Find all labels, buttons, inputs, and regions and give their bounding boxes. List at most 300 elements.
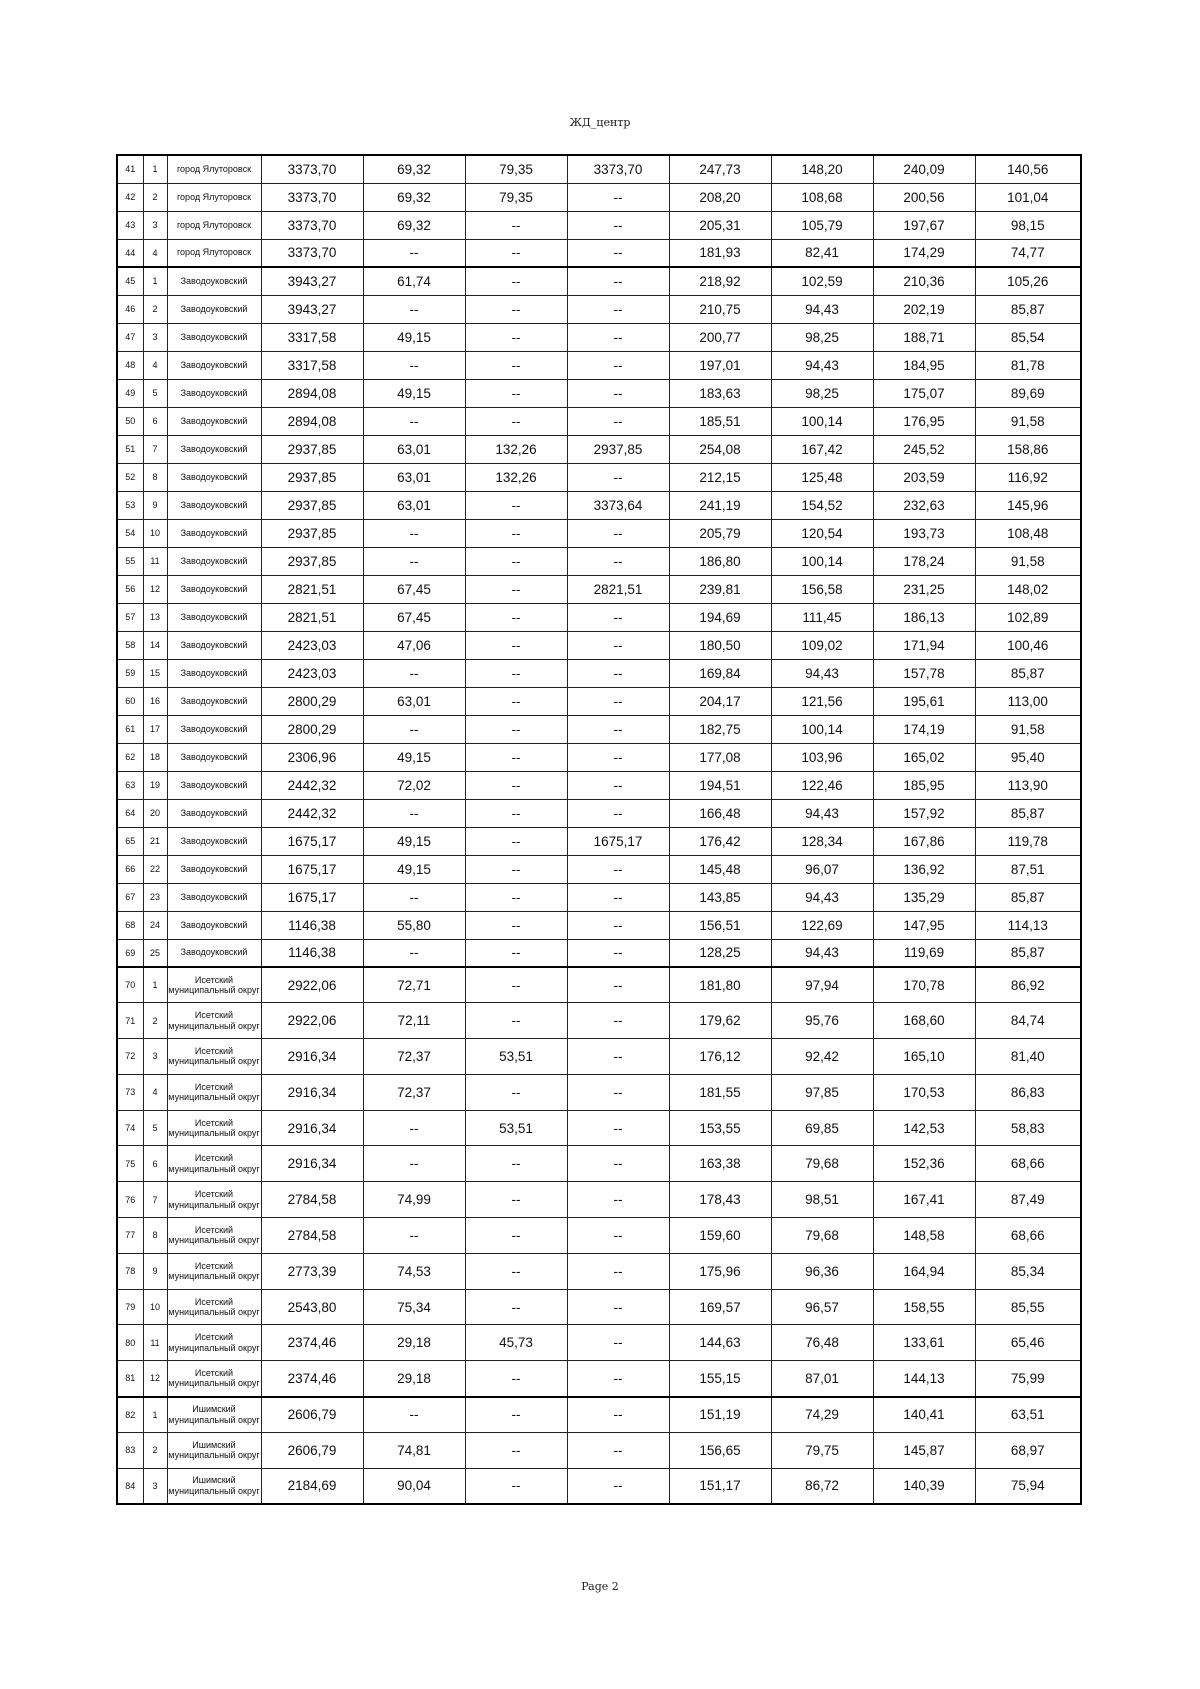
value-cell: 180,50 [669, 631, 771, 659]
value-cell: -- [567, 911, 669, 939]
value-cell: 254,08 [669, 435, 771, 463]
value-cell: 53,51 [465, 1110, 567, 1146]
table-row [117, 1110, 1081, 1146]
value-cell: 1146,38 [261, 911, 363, 939]
value-cell: 2916,34 [261, 1146, 363, 1182]
value-cell: -- [465, 1432, 567, 1468]
value-cell: -- [465, 1003, 567, 1039]
municipality-name: Заводоуковский [180, 779, 248, 790]
value-cell: 94,43 [771, 799, 873, 827]
value-cell: -- [465, 771, 567, 799]
value-cell: 2894,08 [261, 379, 363, 407]
group-index-cell: 6 [143, 1146, 167, 1182]
value-cell: -- [465, 939, 567, 967]
value-cell: 2894,08 [261, 407, 363, 435]
value-cell: 181,93 [669, 239, 771, 267]
group-index-cell: 9 [143, 491, 167, 519]
value-cell: 156,58 [771, 575, 873, 603]
row-number-cell: 63 [117, 771, 143, 799]
group-index-cell: 18 [143, 743, 167, 771]
table-row [117, 603, 1081, 631]
row-number-cell: 56 [117, 575, 143, 603]
value-cell: 247,73 [669, 155, 771, 183]
value-cell: 74,99 [363, 1182, 465, 1218]
value-cell: -- [465, 911, 567, 939]
group-index-cell: 4 [143, 351, 167, 379]
group-index-cell: 14 [143, 631, 167, 659]
value-cell: -- [465, 855, 567, 883]
value-cell: 2606,79 [261, 1432, 363, 1468]
municipality-name-cell [167, 1218, 261, 1254]
row-number-cell: 46 [117, 295, 143, 323]
value-cell: -- [465, 687, 567, 715]
value-cell: -- [465, 631, 567, 659]
value-cell: 55,80 [363, 911, 465, 939]
municipality-name-cell [167, 799, 261, 827]
value-cell: 159,60 [669, 1218, 771, 1254]
value-cell: -- [363, 519, 465, 547]
table-row [117, 267, 1081, 295]
value-cell: 174,19 [873, 715, 975, 743]
value-cell: 165,02 [873, 743, 975, 771]
value-cell: -- [465, 1182, 567, 1218]
value-cell: 72,02 [363, 771, 465, 799]
value-cell: 67,45 [363, 603, 465, 631]
value-cell: 86,72 [771, 1468, 873, 1504]
value-cell: 3373,70 [261, 211, 363, 239]
municipality-name-cell [167, 379, 261, 407]
value-cell: 72,37 [363, 1074, 465, 1110]
group-index-cell: 21 [143, 827, 167, 855]
municipality-name-cell [167, 1253, 261, 1289]
value-cell: -- [567, 1397, 669, 1433]
value-cell: 122,69 [771, 911, 873, 939]
value-cell: 145,96 [975, 491, 1081, 519]
value-cell: 1675,17 [261, 827, 363, 855]
value-cell: 108,48 [975, 519, 1081, 547]
municipality-name-cell [167, 295, 261, 323]
municipality-name: Заводоуковский [180, 863, 248, 874]
municipality-name: Заводоуковский [180, 555, 248, 566]
table-row [117, 1003, 1081, 1039]
row-number-cell: 70 [117, 967, 143, 1003]
value-cell: 200,56 [873, 183, 975, 211]
value-cell: 167,42 [771, 435, 873, 463]
municipality-name-cell [167, 519, 261, 547]
row-number-cell: 57 [117, 603, 143, 631]
row-number-cell: 72 [117, 1039, 143, 1075]
municipality-name-cell [167, 1146, 261, 1182]
value-cell: -- [363, 295, 465, 323]
value-cell: 63,51 [975, 1397, 1081, 1433]
municipality-name: Заводоуковский [180, 303, 248, 314]
value-cell: 204,17 [669, 687, 771, 715]
value-cell: 151,19 [669, 1397, 771, 1433]
value-cell: 184,95 [873, 351, 975, 379]
value-cell: -- [465, 659, 567, 687]
value-cell: 183,63 [669, 379, 771, 407]
municipality-name-cell [167, 211, 261, 239]
value-cell: 2423,03 [261, 631, 363, 659]
table-row [117, 631, 1081, 659]
value-cell: 94,43 [771, 295, 873, 323]
group-index-cell: 15 [143, 659, 167, 687]
table-row [117, 1182, 1081, 1218]
value-cell: 63,01 [363, 687, 465, 715]
municipality-name: город Ялуторовск [176, 191, 252, 202]
table-row [117, 295, 1081, 323]
table-row [117, 323, 1081, 351]
row-number-cell: 43 [117, 211, 143, 239]
municipality-name-cell [167, 407, 261, 435]
group-index-cell: 1 [143, 1397, 167, 1433]
value-cell: 240,09 [873, 155, 975, 183]
value-cell: 152,36 [873, 1146, 975, 1182]
value-cell: 2784,58 [261, 1182, 363, 1218]
table-row [117, 1468, 1081, 1504]
value-cell: 153,55 [669, 1110, 771, 1146]
municipality-name: Заводоуковский [180, 947, 248, 958]
value-cell: 3373,64 [567, 491, 669, 519]
municipality-name-cell [167, 743, 261, 771]
table-row [117, 407, 1081, 435]
value-cell: -- [363, 1146, 465, 1182]
value-cell: 81,78 [975, 351, 1081, 379]
value-cell: 2442,32 [261, 771, 363, 799]
value-cell: -- [567, 547, 669, 575]
value-cell: 63,01 [363, 435, 465, 463]
group-index-cell: 11 [143, 1325, 167, 1361]
value-cell: 87,01 [771, 1361, 873, 1397]
municipality-name: Исетский муниципальный округ [168, 1153, 260, 1174]
municipality-name-cell [167, 1468, 261, 1504]
value-cell: -- [567, 1110, 669, 1146]
row-number-cell: 75 [117, 1146, 143, 1182]
value-cell: 2184,69 [261, 1468, 363, 1504]
table-row [117, 1146, 1081, 1182]
value-cell: 45,73 [465, 1325, 567, 1361]
table-row [117, 967, 1081, 1003]
row-number-cell: 82 [117, 1397, 143, 1433]
row-number-cell: 59 [117, 659, 143, 687]
value-cell: 61,74 [363, 267, 465, 295]
value-cell: -- [567, 1432, 669, 1468]
value-cell: 91,58 [975, 547, 1081, 575]
row-number-cell: 68 [117, 911, 143, 939]
table-row [117, 239, 1081, 267]
value-cell: 158,86 [975, 435, 1081, 463]
value-cell: 85,55 [975, 1289, 1081, 1325]
value-cell: 49,15 [363, 379, 465, 407]
table-body [117, 155, 1081, 1504]
table-row [117, 715, 1081, 743]
value-cell: 140,39 [873, 1468, 975, 1504]
value-cell: 175,96 [669, 1253, 771, 1289]
municipality-name: Заводоуковский [180, 583, 248, 594]
municipality-name: Исетский муниципальный округ [168, 1081, 260, 1103]
row-number-cell: 74 [117, 1110, 143, 1146]
group-index-cell: 2 [143, 1003, 167, 1039]
value-cell: 91,58 [975, 407, 1081, 435]
value-cell: 2937,85 [567, 435, 669, 463]
value-cell: 67,45 [363, 575, 465, 603]
value-cell: 103,96 [771, 743, 873, 771]
municipality-name: Заводоуковский [180, 443, 248, 454]
value-cell: 188,71 [873, 323, 975, 351]
value-cell: 169,57 [669, 1289, 771, 1325]
municipality-name-cell [167, 463, 261, 491]
table-row [117, 351, 1081, 379]
municipality-name: Исетский муниципальный округ [168, 1045, 260, 1067]
value-cell: 81,40 [975, 1039, 1081, 1075]
value-cell: 185,95 [873, 771, 975, 799]
row-number-cell: 78 [117, 1253, 143, 1289]
value-cell: -- [363, 547, 465, 575]
row-number-cell: 81 [117, 1361, 143, 1397]
value-cell: -- [465, 491, 567, 519]
value-cell: -- [465, 519, 567, 547]
value-cell: 148,58 [873, 1218, 975, 1254]
row-number-cell: 67 [117, 883, 143, 911]
value-cell: 114,13 [975, 911, 1081, 939]
value-cell: 164,94 [873, 1253, 975, 1289]
municipality-name-cell [167, 1289, 261, 1325]
municipality-name: Заводоуковский [180, 471, 248, 482]
table-row [117, 1253, 1081, 1289]
value-cell: -- [465, 211, 567, 239]
value-cell: -- [567, 939, 669, 967]
group-index-cell: 12 [143, 1361, 167, 1397]
row-number-cell: 73 [117, 1074, 143, 1110]
value-cell: 133,61 [873, 1325, 975, 1361]
value-cell: 53,51 [465, 1039, 567, 1075]
value-cell: 186,80 [669, 547, 771, 575]
value-cell: 2937,85 [261, 435, 363, 463]
value-cell: 85,34 [975, 1253, 1081, 1289]
value-cell: -- [567, 771, 669, 799]
municipality-name: город Ялуторовск [176, 163, 252, 174]
municipality-name: Заводоуковский [180, 639, 248, 650]
value-cell: -- [363, 1397, 465, 1433]
value-cell: 194,51 [669, 771, 771, 799]
value-cell: 72,71 [363, 967, 465, 1003]
group-index-cell: 3 [143, 211, 167, 239]
municipality-name-cell [167, 155, 261, 183]
value-cell: 145,87 [873, 1432, 975, 1468]
value-cell: 2922,06 [261, 967, 363, 1003]
value-cell: 2606,79 [261, 1397, 363, 1433]
municipality-name-cell [167, 967, 261, 1003]
municipality-name-cell [167, 771, 261, 799]
value-cell: 195,61 [873, 687, 975, 715]
value-cell: 3317,58 [261, 323, 363, 351]
table-row [117, 155, 1081, 183]
value-cell: -- [465, 239, 567, 267]
row-number-cell: 47 [117, 323, 143, 351]
municipality-name: Ишимский муниципальный округ [168, 1475, 260, 1496]
value-cell: 90,04 [363, 1468, 465, 1504]
value-cell: 98,25 [771, 323, 873, 351]
value-cell: 2821,51 [261, 603, 363, 631]
row-number-cell: 45 [117, 267, 143, 295]
tariff-table [116, 154, 1082, 1505]
value-cell: 194,69 [669, 603, 771, 631]
value-cell: -- [567, 1074, 669, 1110]
value-cell: -- [465, 967, 567, 1003]
value-cell: 121,56 [771, 687, 873, 715]
value-cell: 2800,29 [261, 687, 363, 715]
value-cell: 63,01 [363, 491, 465, 519]
group-index-cell: 5 [143, 1110, 167, 1146]
value-cell: 178,24 [873, 547, 975, 575]
row-number-cell: 52 [117, 463, 143, 491]
value-cell: 245,52 [873, 435, 975, 463]
value-cell: -- [567, 883, 669, 911]
value-cell: 177,08 [669, 743, 771, 771]
value-cell: 1675,17 [261, 855, 363, 883]
value-cell: 68,97 [975, 1432, 1081, 1468]
row-number-cell: 48 [117, 351, 143, 379]
value-cell: 197,67 [873, 211, 975, 239]
value-cell: 200,77 [669, 323, 771, 351]
value-cell: -- [363, 1110, 465, 1146]
table-row [117, 519, 1081, 547]
municipality-name-cell [167, 883, 261, 911]
group-index-cell: 3 [143, 1468, 167, 1504]
value-cell: 113,90 [975, 771, 1081, 799]
row-number-cell: 41 [117, 155, 143, 183]
value-cell: -- [567, 211, 669, 239]
value-cell: -- [567, 659, 669, 687]
value-cell: 181,55 [669, 1074, 771, 1110]
value-cell: -- [567, 379, 669, 407]
value-cell: 100,14 [771, 715, 873, 743]
group-index-cell: 2 [143, 295, 167, 323]
value-cell: 2916,34 [261, 1110, 363, 1146]
value-cell: 145,48 [669, 855, 771, 883]
municipality-name-cell [167, 827, 261, 855]
table-row [117, 687, 1081, 715]
value-cell: 154,52 [771, 491, 873, 519]
value-cell: -- [567, 1182, 669, 1218]
group-index-cell: 10 [143, 519, 167, 547]
value-cell: -- [363, 239, 465, 267]
value-cell: -- [465, 575, 567, 603]
value-cell: 175,07 [873, 379, 975, 407]
value-cell: 136,92 [873, 855, 975, 883]
table-row [117, 743, 1081, 771]
value-cell: 69,32 [363, 183, 465, 211]
value-cell: 3373,70 [261, 183, 363, 211]
value-cell: -- [465, 295, 567, 323]
value-cell: 2821,51 [261, 575, 363, 603]
municipality-name-cell [167, 659, 261, 687]
table-row [117, 1397, 1081, 1433]
municipality-name: город Ялуторовск [176, 219, 252, 230]
table-row [117, 183, 1081, 211]
table-row [117, 547, 1081, 575]
value-cell: 1675,17 [261, 883, 363, 911]
value-cell: -- [567, 855, 669, 883]
value-cell: 105,79 [771, 211, 873, 239]
table-row [117, 883, 1081, 911]
table-row [117, 435, 1081, 463]
municipality-name-cell [167, 715, 261, 743]
group-index-cell: 5 [143, 379, 167, 407]
row-number-cell: 80 [117, 1325, 143, 1361]
row-number-cell: 44 [117, 239, 143, 267]
value-cell: -- [363, 1218, 465, 1254]
group-index-cell: 24 [143, 911, 167, 939]
municipality-name-cell [167, 631, 261, 659]
value-cell: 3373,70 [567, 155, 669, 183]
value-cell: 170,53 [873, 1074, 975, 1110]
value-cell: 49,15 [363, 855, 465, 883]
value-cell: 210,75 [669, 295, 771, 323]
value-cell: 58,83 [975, 1110, 1081, 1146]
row-number-cell: 42 [117, 183, 143, 211]
value-cell: 239,81 [669, 575, 771, 603]
value-cell: 2821,51 [567, 575, 669, 603]
group-index-cell: 2 [143, 1432, 167, 1468]
value-cell: -- [465, 1074, 567, 1110]
value-cell: 72,11 [363, 1003, 465, 1039]
table-row [117, 491, 1081, 519]
value-cell: 95,76 [771, 1003, 873, 1039]
value-cell: 105,26 [975, 267, 1081, 295]
value-cell: 140,41 [873, 1397, 975, 1433]
table-row [117, 939, 1081, 967]
value-cell: 98,15 [975, 211, 1081, 239]
municipality-name-cell [167, 267, 261, 295]
value-cell: 102,59 [771, 267, 873, 295]
municipality-name-cell [167, 1361, 261, 1397]
value-cell: 148,20 [771, 155, 873, 183]
group-index-cell: 8 [143, 1218, 167, 1254]
value-cell: 97,94 [771, 967, 873, 1003]
value-cell: 2937,85 [261, 519, 363, 547]
group-index-cell: 12 [143, 575, 167, 603]
value-cell: 72,37 [363, 1039, 465, 1075]
municipality-name: Заводоуковский [180, 919, 248, 930]
value-cell: 125,48 [771, 463, 873, 491]
value-cell: 232,63 [873, 491, 975, 519]
value-cell: 97,85 [771, 1074, 873, 1110]
value-cell: -- [465, 1397, 567, 1433]
group-index-cell: 3 [143, 1039, 167, 1075]
value-cell: 91,58 [975, 715, 1081, 743]
group-index-cell: 4 [143, 239, 167, 267]
value-cell: 158,55 [873, 1289, 975, 1325]
value-cell: -- [465, 407, 567, 435]
value-cell: -- [567, 967, 669, 1003]
municipality-name: Заводоуковский [180, 611, 248, 622]
value-cell: 87,51 [975, 855, 1081, 883]
municipality-name: Заводоуковский [180, 387, 248, 398]
value-cell: 3943,27 [261, 295, 363, 323]
value-cell: -- [465, 547, 567, 575]
value-cell: 108,68 [771, 183, 873, 211]
value-cell: 193,73 [873, 519, 975, 547]
value-cell: 84,74 [975, 1003, 1081, 1039]
value-cell: -- [363, 659, 465, 687]
value-cell: 241,19 [669, 491, 771, 519]
value-cell: 74,81 [363, 1432, 465, 1468]
value-cell: 85,87 [975, 883, 1081, 911]
value-cell: 144,13 [873, 1361, 975, 1397]
value-cell: 2543,80 [261, 1289, 363, 1325]
group-index-cell: 8 [143, 463, 167, 491]
